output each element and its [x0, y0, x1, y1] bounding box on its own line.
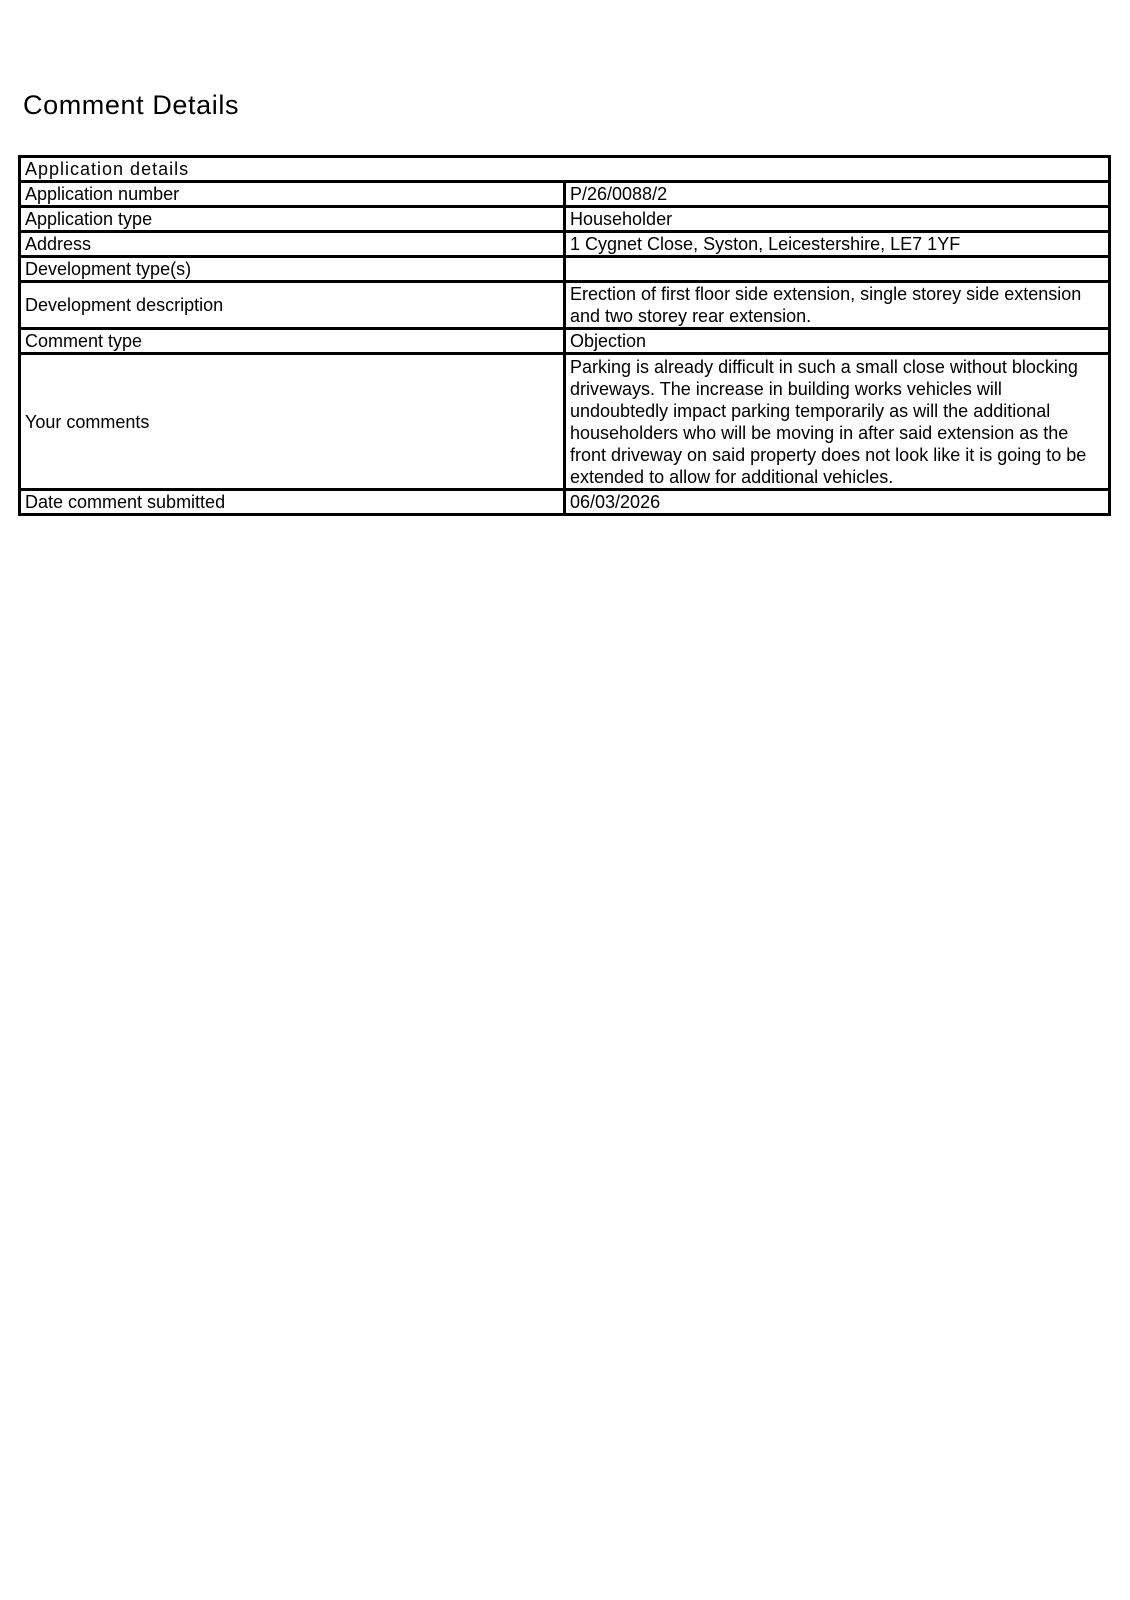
row-label-your-comments: Your comments: [20, 354, 565, 490]
row-label-application-type: Application type: [20, 207, 565, 232]
table-row: [20, 282, 1110, 329]
table-row: [20, 257, 1110, 282]
row-label-comment-type: Comment type: [20, 329, 565, 354]
row-value-development-description: Erection of first floor side extension, single storey side extension and two storey rear extension.: [565, 282, 1110, 329]
section-header-row: [20, 157, 1110, 182]
table-row: [20, 232, 1110, 257]
table-row: [20, 490, 1110, 515]
row-value-date-comment-submitted: 06/03/2026: [565, 490, 1110, 515]
table-row: [20, 182, 1110, 207]
table-row: [20, 329, 1110, 354]
table-row: [20, 207, 1110, 232]
row-label-development-description: Development description: [20, 282, 565, 329]
application-details-table: [18, 155, 1111, 516]
row-value-comment-type: Objection: [565, 329, 1110, 354]
page-title: Comment Details: [23, 90, 240, 120]
row-value-application-type: Householder: [565, 207, 1110, 232]
row-value-address: 1 Cygnet Close, Syston, Leicestershire, LE7 1YF: [565, 232, 1110, 257]
row-value-development-types: [565, 257, 1110, 282]
row-value-application-number: P/26/0088/2: [565, 182, 1110, 207]
row-label-development-types: Development type(s): [20, 257, 565, 282]
row-label-address: Address: [20, 232, 565, 257]
section-header: Application details: [20, 157, 1110, 182]
row-label-application-number: Application number: [20, 182, 565, 207]
table-row: [20, 354, 1110, 490]
row-value-your-comments: Parking is already difficult in such a small close without blocking driveways. The increase in building works vehicles will undoubtedly impact parking temporarily as will the additional householders who will be moving in after said extension as the front driveway on said property does not look like it is going to be extended to allow for additional vehicles.: [565, 354, 1110, 490]
row-label-date-comment-submitted: Date comment submitted: [20, 490, 565, 515]
